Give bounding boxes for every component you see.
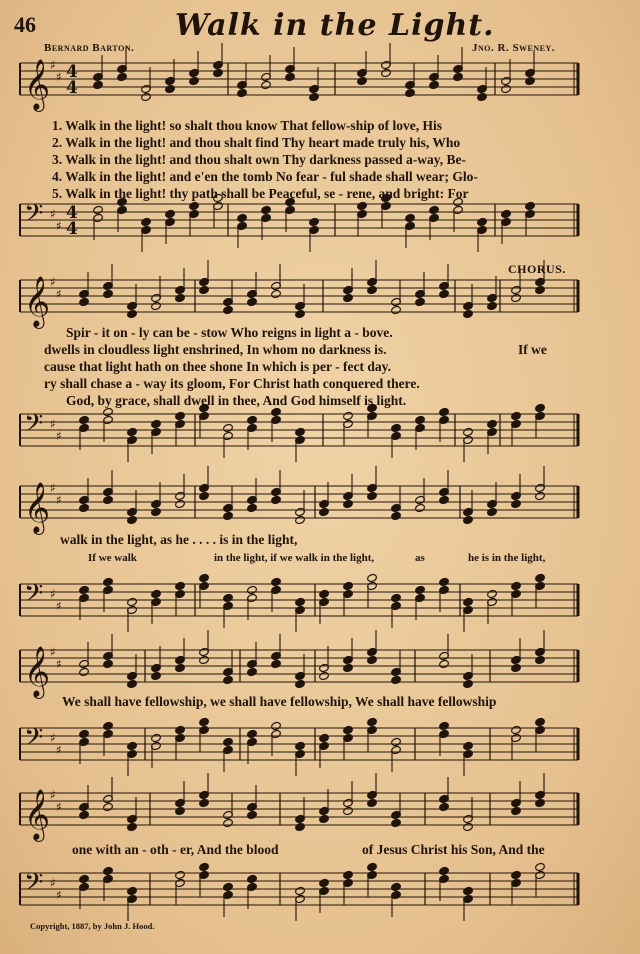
note-head — [271, 289, 282, 298]
note-head — [189, 76, 200, 85]
note-head — [199, 285, 210, 294]
note-head — [367, 491, 378, 500]
composer-credit: Jno. R. Sweney. — [472, 42, 556, 54]
sharp-icon: ♯ — [56, 287, 62, 301]
note-head — [237, 213, 248, 222]
note-head — [535, 862, 546, 871]
note-head — [127, 427, 138, 436]
note-head — [127, 515, 138, 524]
note-head — [463, 427, 474, 436]
time-signature: 4 — [66, 203, 78, 223]
bass-clef-icon: 𝄢 — [24, 723, 44, 758]
note-head — [271, 495, 282, 504]
note-head — [271, 577, 282, 586]
note-head — [223, 882, 234, 891]
note-head — [151, 733, 162, 742]
note-head — [487, 301, 498, 310]
note-head — [319, 878, 330, 887]
note-head — [103, 866, 114, 875]
note-head — [175, 581, 186, 590]
note-head — [367, 798, 378, 807]
sharp-icon: ♯ — [56, 493, 62, 507]
note-head — [151, 589, 162, 598]
sharp-icon: ♯ — [56, 219, 62, 233]
note-head — [223, 305, 234, 314]
sharp-icon: ♯ — [56, 70, 62, 84]
note-head — [247, 415, 258, 424]
note-head — [319, 814, 330, 823]
sharp-icon: ♯ — [56, 888, 62, 902]
sharp-icon: ♯ — [50, 876, 56, 890]
note-head — [175, 411, 186, 420]
note-head — [343, 870, 354, 879]
note-head — [199, 798, 210, 807]
note-head — [309, 92, 320, 101]
note-head — [247, 810, 258, 819]
note-head — [463, 515, 474, 524]
note-head — [343, 293, 354, 302]
note-head — [535, 717, 546, 726]
note-head — [535, 491, 546, 500]
note-head — [151, 419, 162, 428]
sharp-icon: ♯ — [50, 275, 56, 289]
sharp-icon: ♯ — [50, 481, 56, 495]
note-head — [79, 810, 90, 819]
treble-clef-icon: 𝄞 — [24, 482, 51, 533]
bass-cue: as — [415, 552, 425, 564]
note-head — [199, 862, 210, 871]
note-head — [103, 495, 114, 504]
note-head — [295, 427, 306, 436]
note-head — [223, 423, 234, 432]
note-head — [247, 297, 258, 306]
note-head — [391, 675, 402, 684]
sharp-icon: ♯ — [56, 743, 62, 757]
note-head — [295, 886, 306, 895]
note-head — [271, 721, 282, 730]
note-head — [535, 655, 546, 664]
sharp-icon: ♯ — [50, 731, 56, 745]
note-head — [189, 201, 200, 210]
note-head — [391, 305, 402, 314]
verse-line: 1. Walk in the light! so shalt thou know That fellow-ship of love, His — [52, 118, 442, 133]
note-head — [295, 822, 306, 831]
note-head — [343, 663, 354, 672]
note-head — [439, 659, 450, 668]
note-head — [487, 589, 498, 598]
note-head — [511, 581, 522, 590]
note-head — [535, 403, 546, 412]
note-head — [295, 597, 306, 606]
note-head — [295, 679, 306, 688]
note-head — [103, 289, 114, 298]
sharp-icon: ♯ — [56, 599, 62, 613]
sharp-icon: ♯ — [56, 657, 62, 671]
note-head — [501, 84, 512, 93]
note-head — [151, 507, 162, 516]
note-head — [79, 729, 90, 738]
note-head — [439, 407, 450, 416]
treble-clef-icon: 𝄞 — [24, 789, 51, 840]
note-head — [237, 88, 248, 97]
chorus-line: one with an - oth - er, And the blood — [72, 842, 279, 857]
note-head — [343, 806, 354, 815]
note-head — [103, 721, 114, 730]
note-head — [439, 866, 450, 875]
note-head — [367, 285, 378, 294]
sharp-icon: ♯ — [56, 800, 62, 814]
note-head — [381, 68, 392, 77]
note-head — [511, 725, 522, 734]
copyright-notice: Copyright, 1887, by John J. Hood. — [30, 921, 155, 931]
note-head — [343, 725, 354, 734]
note-head — [415, 503, 426, 512]
note-head — [175, 725, 186, 734]
continuation-line: God, by grace, shall dwell in thee, And God himself is light. — [66, 393, 407, 408]
note-head — [199, 573, 210, 582]
note-head — [439, 577, 450, 586]
note-head — [343, 581, 354, 590]
note-head — [415, 585, 426, 594]
sharp-icon: ♯ — [50, 207, 56, 221]
bass-cue: If we walk — [88, 552, 137, 564]
note-head — [415, 415, 426, 424]
note-head — [357, 201, 368, 210]
note-head — [127, 822, 138, 831]
note-head — [525, 201, 536, 210]
note-head — [79, 503, 90, 512]
bass-cue: in the light, if we walk in the light, — [214, 552, 375, 564]
note-head — [175, 870, 186, 879]
note-head — [151, 301, 162, 310]
note-head — [261, 80, 272, 89]
note-head — [117, 72, 128, 81]
note-head — [319, 733, 330, 742]
note-head — [367, 655, 378, 664]
treble-clef-icon: 𝄞 — [24, 646, 51, 697]
note-head — [141, 92, 152, 101]
note-head — [487, 419, 498, 428]
bass-clef-icon: 𝄢 — [24, 868, 44, 903]
note-head — [439, 289, 450, 298]
note-head — [439, 802, 450, 811]
note-head — [247, 874, 258, 883]
note-head — [477, 217, 488, 226]
note-head — [429, 80, 440, 89]
sharp-icon: ♯ — [50, 645, 56, 659]
sharp-icon: ♯ — [50, 417, 56, 431]
hymn-title: Walk in the Light. — [175, 8, 495, 43]
note-head — [247, 729, 258, 738]
note-head — [367, 573, 378, 582]
note-head — [463, 886, 474, 895]
note-head — [127, 597, 138, 606]
note-head — [391, 423, 402, 432]
continuation-line: cause that light hath on thee shone In which is per - fect day. — [44, 359, 392, 374]
note-head — [405, 88, 416, 97]
bass-clef-icon: 𝄢 — [24, 579, 44, 614]
note-head — [223, 511, 234, 520]
note-head — [213, 68, 224, 77]
note-head — [511, 499, 522, 508]
verse-line: 3. Walk in the light! and thou shalt own Thy darkness passed a-way, Be- — [52, 152, 466, 167]
verse-line: 2. Walk in the light! and thou shalt find Thy heart made truly his, Who — [52, 135, 461, 150]
note-head — [247, 503, 258, 512]
note-head — [319, 507, 330, 516]
note-head — [501, 209, 512, 218]
page-number: 46 — [14, 12, 36, 37]
chorus-label: CHORUS. — [508, 262, 566, 276]
note-head — [295, 309, 306, 318]
note-head — [199, 655, 210, 664]
note-head — [391, 511, 402, 520]
note-head — [79, 297, 90, 306]
note-head — [175, 293, 186, 302]
note-head — [405, 213, 416, 222]
verse-line: 4. Walk in the light! and e'en the tomb No fear - ful shade shall wear; Glo- — [52, 169, 478, 184]
note-head — [223, 737, 234, 746]
time-signature: 4 — [66, 78, 78, 98]
continuation-line: ry shall chase a - way its gloom, For Christ hath conquered there. — [44, 376, 420, 391]
note-head — [463, 822, 474, 831]
note-head — [535, 798, 546, 807]
note-head — [453, 72, 464, 81]
note-head — [391, 593, 402, 602]
note-head — [309, 217, 320, 226]
note-head — [367, 717, 378, 726]
note-head — [271, 659, 282, 668]
note-head — [247, 585, 258, 594]
note-head — [223, 818, 234, 827]
continuation-line: Spir - it on - ly can be - stow Who reigns in light a - bove. — [66, 325, 393, 340]
treble-clef-icon: 𝄞 — [24, 59, 51, 110]
note-head — [415, 297, 426, 306]
note-head — [367, 862, 378, 871]
time-signature: 4 — [66, 62, 78, 82]
note-head — [511, 411, 522, 420]
note-head — [439, 721, 450, 730]
bass-cue: he is in the light, — [468, 552, 546, 564]
note-head — [79, 667, 90, 676]
time-signature: 4 — [66, 219, 78, 239]
note-head — [391, 737, 402, 746]
continuation-line: dwells in cloudless light enshrined, In whom no darkness is. — [44, 342, 387, 357]
treble-clef-icon: 𝄞 — [24, 276, 51, 327]
note-head — [79, 415, 90, 424]
note-head — [93, 80, 104, 89]
note-head — [141, 217, 152, 226]
chorus-line: We shall have fellowship, we shall have fellowship, We shall have fellowship — [62, 694, 497, 709]
note-head — [103, 577, 114, 586]
sharp-icon: ♯ — [56, 429, 62, 443]
note-head — [93, 205, 104, 214]
note-head — [175, 499, 186, 508]
note-head — [223, 593, 234, 602]
note-head — [343, 499, 354, 508]
note-head — [319, 671, 330, 680]
note-head — [223, 675, 234, 684]
note-head — [127, 741, 138, 750]
note-head — [165, 84, 176, 93]
note-head — [525, 76, 536, 85]
note-head — [103, 802, 114, 811]
sharp-icon: ♯ — [50, 58, 56, 72]
note-head — [463, 597, 474, 606]
note-head — [357, 76, 368, 85]
chorus-line: of Jesus Christ his Son, And the — [362, 842, 545, 857]
note-head — [343, 411, 354, 420]
note-head — [199, 717, 210, 726]
note-head — [151, 671, 162, 680]
note-head — [103, 659, 114, 668]
note-head — [463, 679, 474, 688]
note-head — [261, 205, 272, 214]
note-head — [247, 667, 258, 676]
chorus-pickup: If we — [518, 342, 547, 357]
note-head — [463, 309, 474, 318]
note-head — [391, 882, 402, 891]
author-credit: Bernard Barton. — [44, 42, 135, 54]
note-head — [295, 741, 306, 750]
bass-clef-icon: 𝄢 — [24, 409, 44, 444]
note-head — [175, 663, 186, 672]
note-head — [127, 679, 138, 688]
note-head — [535, 573, 546, 582]
note-head — [127, 886, 138, 895]
note-head — [127, 309, 138, 318]
note-head — [319, 589, 330, 598]
sharp-icon: ♯ — [50, 788, 56, 802]
note-head — [439, 495, 450, 504]
note-head — [79, 874, 90, 883]
note-head — [391, 818, 402, 827]
note-head — [511, 870, 522, 879]
note-head — [511, 293, 522, 302]
note-head — [477, 92, 488, 101]
note-head — [511, 663, 522, 672]
note-head — [285, 72, 296, 81]
note-head — [511, 806, 522, 815]
note-head — [535, 285, 546, 294]
verse-line: 5. Walk in the light! thy path shall be Peaceful, se - rene, and bright: For — [52, 186, 469, 201]
note-head — [165, 209, 176, 218]
bass-clef-icon: 𝄢 — [24, 199, 44, 234]
note-head — [429, 205, 440, 214]
chorus-line: walk in the light, as he . . . . is in the light, — [60, 532, 298, 547]
note-head — [487, 507, 498, 516]
note-head — [175, 806, 186, 815]
note-head — [79, 585, 90, 594]
note-head — [463, 741, 474, 750]
note-head — [199, 491, 210, 500]
sharp-icon: ♯ — [50, 587, 56, 601]
note-head — [295, 515, 306, 524]
